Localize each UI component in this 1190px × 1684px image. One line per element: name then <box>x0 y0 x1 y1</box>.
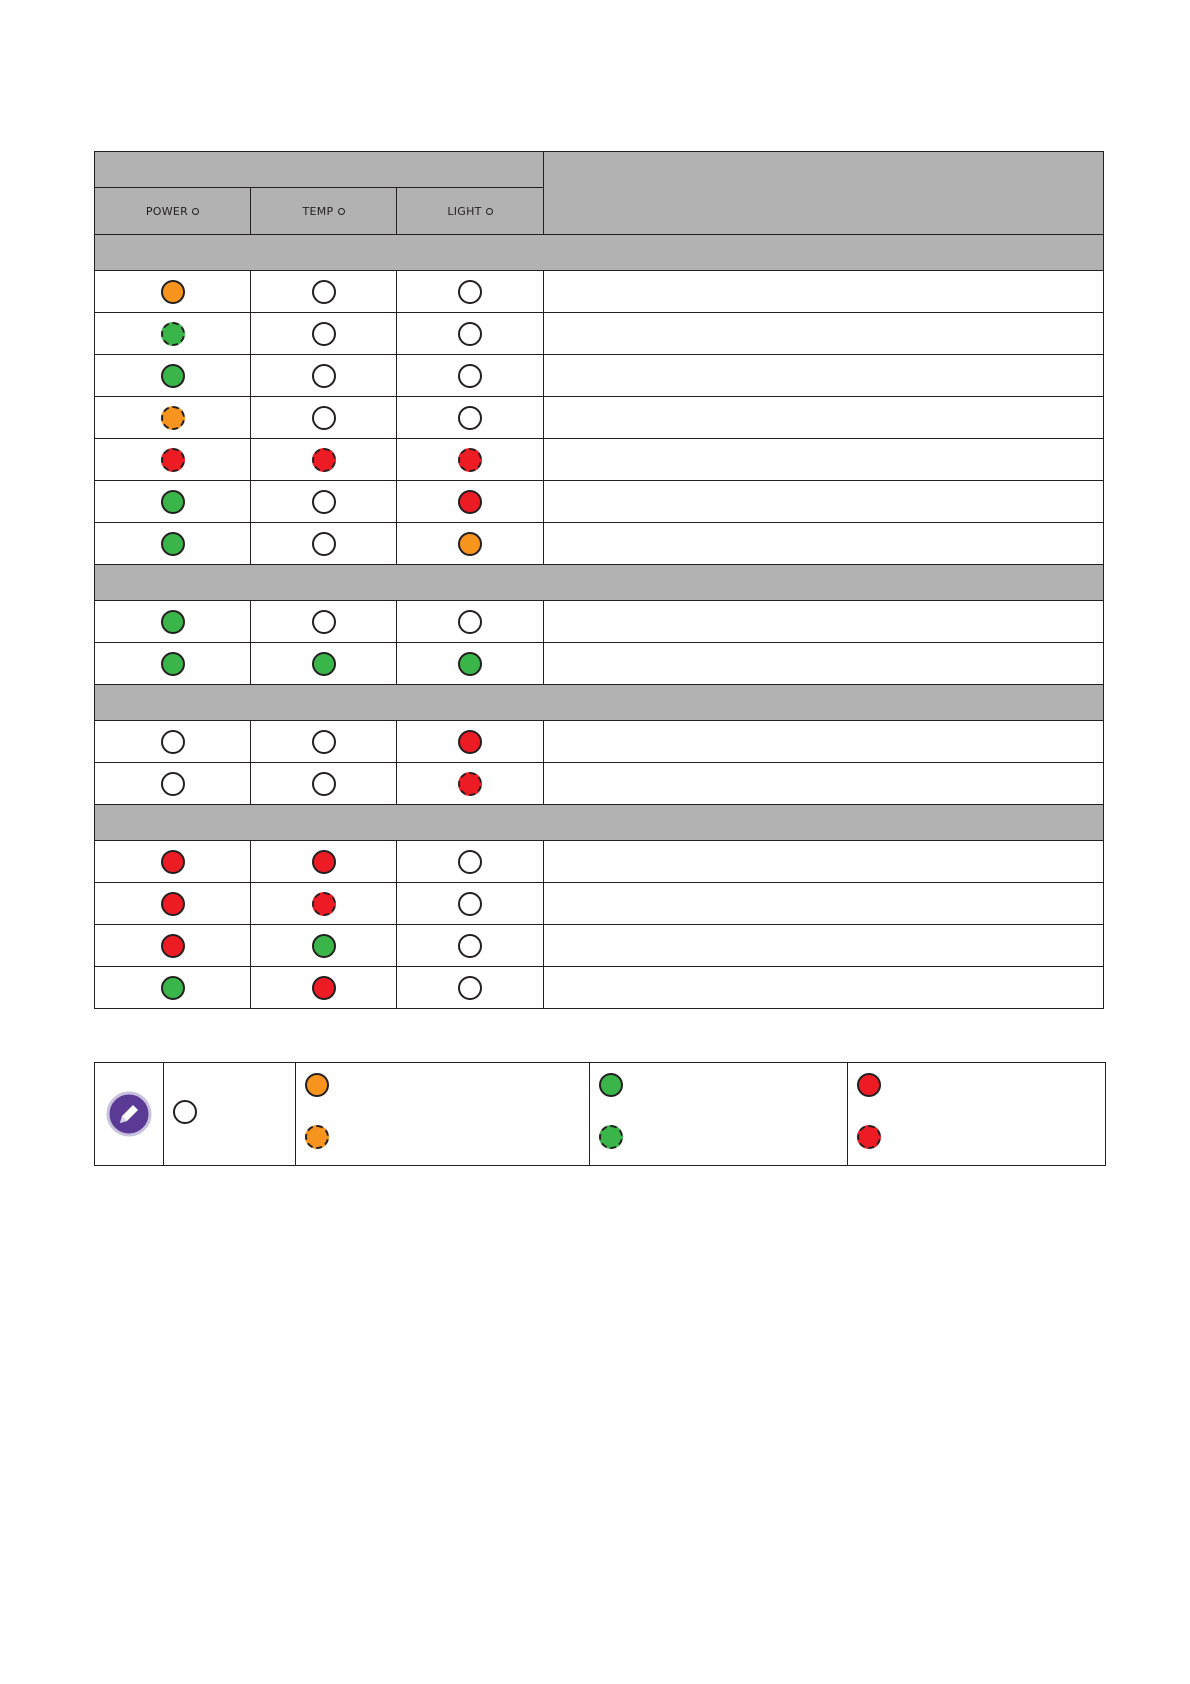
red-led-blink-icon <box>161 448 185 472</box>
temp-indicator-cell <box>251 313 397 355</box>
status-description-cell <box>544 397 1104 439</box>
power-indicator-cell <box>95 397 251 439</box>
light-indicator-cell <box>397 601 544 643</box>
light-indicator-cell <box>397 355 544 397</box>
legend-orange-cell <box>296 1063 590 1166</box>
legend-row <box>95 1063 1106 1166</box>
power-indicator-cell <box>95 439 251 481</box>
temp-indicator-cell <box>251 721 397 763</box>
orange-led-on-icon <box>161 280 185 304</box>
light-indicator-cell <box>397 883 544 925</box>
light-column-header <box>397 188 544 235</box>
led-off-icon <box>312 322 336 346</box>
temp-indicator-cell <box>251 439 397 481</box>
led-off-icon <box>458 892 482 916</box>
status-description-cell <box>544 355 1104 397</box>
table-row <box>95 763 1104 805</box>
green-led-on-icon <box>161 610 185 634</box>
temp-indicator-cell <box>251 397 397 439</box>
led-off-icon <box>458 850 482 874</box>
temp-indicator-cell <box>251 763 397 805</box>
power-indicator-cell <box>95 601 251 643</box>
power-indicator-cell <box>95 841 251 883</box>
led-legend-table <box>94 1062 1106 1166</box>
status-description-header <box>544 152 1104 235</box>
light-indicator-cell <box>397 967 544 1009</box>
power-indicator-cell <box>95 313 251 355</box>
temp-column-header <box>251 188 397 235</box>
green-led-blink-icon <box>161 322 185 346</box>
section-header-row <box>95 235 1104 271</box>
power-indicator-cell <box>95 355 251 397</box>
led-off-icon <box>458 610 482 634</box>
red-led-blink-icon <box>458 448 482 472</box>
red-led-on-icon <box>161 934 185 958</box>
red-led-blink-icon <box>857 1125 881 1149</box>
light-indicator-cell <box>397 643 544 685</box>
table-row <box>95 967 1104 1009</box>
led-off-icon <box>312 772 336 796</box>
status-description-cell <box>544 271 1104 313</box>
table-row <box>95 397 1104 439</box>
led-off-icon <box>458 406 482 430</box>
light-indicator-cell <box>397 313 544 355</box>
green-led-on-icon <box>312 934 336 958</box>
power-column-header <box>95 188 251 235</box>
temp-indicator-cell <box>251 601 397 643</box>
power-indicator-cell <box>95 763 251 805</box>
status-description-cell <box>544 763 1104 805</box>
power-indicator-cell <box>95 967 251 1009</box>
power-indicator-cell <box>95 271 251 313</box>
light-indicator-cell <box>397 763 544 805</box>
orange-led-blink-icon <box>305 1125 329 1149</box>
led-off-icon <box>161 730 185 754</box>
section-header-cell <box>95 235 1104 271</box>
red-led-blink-icon <box>312 448 336 472</box>
legend-green-cell <box>590 1063 848 1166</box>
power-label: POWER <box>145 204 189 218</box>
table-row <box>95 841 1104 883</box>
green-led-on-icon <box>161 976 185 1000</box>
table-row <box>95 643 1104 685</box>
status-description-cell <box>544 601 1104 643</box>
power-indicator-cell <box>95 883 251 925</box>
status-description-cell <box>544 967 1104 1009</box>
status-description-cell <box>544 523 1104 565</box>
led-off-icon <box>312 364 336 388</box>
temp-indicator-cell <box>251 883 397 925</box>
light-indicator-cell <box>397 439 544 481</box>
red-led-on-icon <box>857 1073 881 1097</box>
table-row <box>95 601 1104 643</box>
table-row <box>95 313 1104 355</box>
indicator-symbol-icon <box>486 208 493 215</box>
led-off-icon <box>312 610 336 634</box>
status-description-cell <box>544 883 1104 925</box>
green-led-on-icon <box>161 490 185 514</box>
led-off-icon <box>312 406 336 430</box>
led-off-icon <box>458 934 482 958</box>
red-led-on-icon <box>161 850 185 874</box>
red-led-blink-icon <box>458 772 482 796</box>
power-indicator-cell <box>95 721 251 763</box>
temp-indicator-cell <box>251 523 397 565</box>
led-off-icon <box>312 532 336 556</box>
led-off-icon <box>161 772 185 796</box>
red-led-on-icon <box>458 490 482 514</box>
led-off-icon <box>458 976 482 1000</box>
orange-led-on-icon <box>305 1073 329 1097</box>
note-cell <box>95 1063 164 1166</box>
green-led-on-icon <box>458 652 482 676</box>
light-indicator-cell <box>397 523 544 565</box>
green-led-on-icon <box>312 652 336 676</box>
light-indicator-cell <box>397 271 544 313</box>
status-description-cell <box>544 721 1104 763</box>
temp-indicator-cell <box>251 643 397 685</box>
temp-label: TEMP <box>302 204 334 218</box>
led-off-icon <box>458 364 482 388</box>
section-header-cell <box>95 805 1104 841</box>
temp-indicator-cell <box>251 925 397 967</box>
led-off-icon <box>312 490 336 514</box>
table-row <box>95 271 1104 313</box>
light-indicator-cell <box>397 721 544 763</box>
indicator-symbol-icon <box>338 208 345 215</box>
table-row <box>95 355 1104 397</box>
temp-indicator-cell <box>251 967 397 1009</box>
table-top-header-row <box>95 152 1104 188</box>
led-off-icon <box>312 730 336 754</box>
led-off-icon <box>458 322 482 346</box>
power-indicator-cell <box>95 925 251 967</box>
status-description-cell <box>544 643 1104 685</box>
power-indicator-cell <box>95 643 251 685</box>
green-led-on-icon <box>161 532 185 556</box>
red-led-blink-icon <box>312 892 336 916</box>
red-led-on-icon <box>458 730 482 754</box>
red-led-on-icon <box>312 850 336 874</box>
light-indicator-cell <box>397 925 544 967</box>
table-row <box>95 439 1104 481</box>
light-label: LIGHT <box>447 204 482 218</box>
legend-red-cell <box>848 1063 1106 1166</box>
power-indicator-cell <box>95 523 251 565</box>
green-led-on-icon <box>161 652 185 676</box>
orange-led-on-icon <box>458 532 482 556</box>
status-description-cell <box>544 841 1104 883</box>
section-header-row <box>95 805 1104 841</box>
section-header-row <box>95 685 1104 721</box>
legend-off-cell <box>164 1063 296 1166</box>
temp-indicator-cell <box>251 355 397 397</box>
light-indicator-cell <box>397 481 544 523</box>
table-row <box>95 883 1104 925</box>
table-row <box>95 925 1104 967</box>
status-description-cell <box>544 313 1104 355</box>
led-off-icon <box>458 280 482 304</box>
green-led-on-icon <box>161 364 185 388</box>
section-header-cell <box>95 565 1104 601</box>
status-description-cell <box>544 925 1104 967</box>
green-led-on-icon <box>599 1073 623 1097</box>
green-led-blink-icon <box>599 1125 623 1149</box>
temp-indicator-cell <box>251 481 397 523</box>
temp-indicator-cell <box>251 271 397 313</box>
table-row <box>95 481 1104 523</box>
light-indicator-cell <box>397 841 544 883</box>
power-indicator-cell <box>95 481 251 523</box>
table-row <box>95 523 1104 565</box>
red-led-on-icon <box>161 892 185 916</box>
indicator-symbol-icon <box>192 208 199 215</box>
led-off-icon <box>173 1100 197 1124</box>
section-header-cell <box>95 685 1104 721</box>
light-indicator-cell <box>397 397 544 439</box>
led-off-icon <box>312 280 336 304</box>
orange-led-blink-icon <box>161 406 185 430</box>
led-indicator-table <box>94 151 1104 1009</box>
table-row <box>95 721 1104 763</box>
status-description-cell <box>544 481 1104 523</box>
pencil-icon <box>106 1091 152 1137</box>
red-led-on-icon <box>312 976 336 1000</box>
section-header-row <box>95 565 1104 601</box>
indicator-group-header <box>95 152 544 188</box>
temp-indicator-cell <box>251 841 397 883</box>
status-description-cell <box>544 439 1104 481</box>
